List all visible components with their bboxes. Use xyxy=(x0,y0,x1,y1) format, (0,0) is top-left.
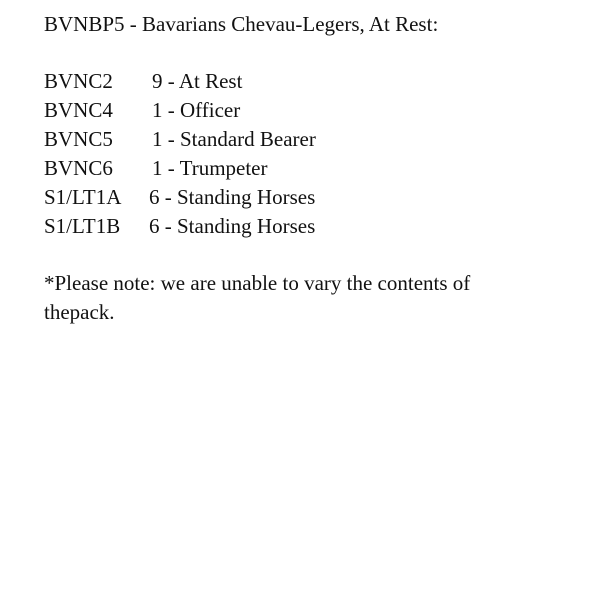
pack-title: BVNBP5 - Bavarians Chevau-Legers, At Rest: xyxy=(44,12,439,36)
list-item xyxy=(44,183,584,212)
item-code: S1/LT1B xyxy=(44,214,121,238)
pack-contents-list xyxy=(44,67,584,241)
item-description: 9 - At Rest xyxy=(152,69,243,93)
item-description: 6 - Standing Horses xyxy=(149,214,316,238)
list-item xyxy=(44,67,584,96)
item-description: 1 - Officer xyxy=(152,98,241,122)
list-item xyxy=(44,154,584,183)
item-code: BVNC6 xyxy=(44,156,113,180)
item-code: BVNC2 xyxy=(44,69,113,93)
item-code: S1/LT1A xyxy=(44,185,122,209)
pack-description xyxy=(44,10,584,348)
pack-note: *Please note: we are unable to vary the contents of thepack. xyxy=(44,271,471,324)
item-description: 6 - Standing Horses xyxy=(149,185,316,209)
item-description: 1 - Trumpeter xyxy=(152,156,268,180)
item-code: BVNC4 xyxy=(44,98,113,122)
item-code: BVNC5 xyxy=(44,127,113,151)
list-item xyxy=(44,125,584,154)
list-item xyxy=(44,96,584,125)
list-item xyxy=(44,212,584,241)
item-description: 1 - Standard Bearer xyxy=(152,127,316,151)
